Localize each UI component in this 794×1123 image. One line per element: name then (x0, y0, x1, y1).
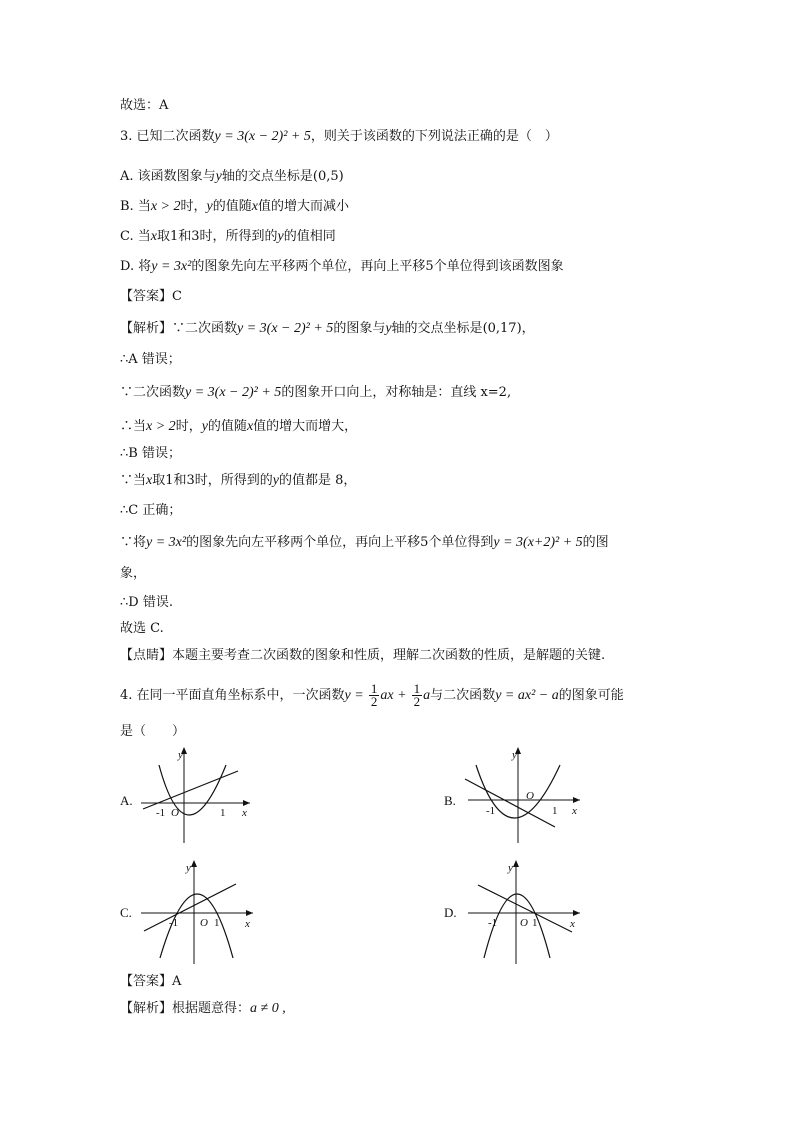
x-label: x (570, 918, 575, 930)
y-label: y (186, 862, 191, 874)
y-label: y (178, 749, 183, 761)
x-axis-arrow (246, 910, 253, 916)
y-label: y (512, 749, 517, 761)
option-4c-label: C. (120, 905, 132, 920)
answer-4: 【答案】A (120, 974, 182, 989)
explanation-3-line3: ∵二次函数y = 3(x − 2)² + 5的图象开口向上，对称轴是：直线 x=2, (120, 385, 512, 400)
graph-option-b (460, 745, 590, 845)
option-3a: A. 该函数图象与y轴的交点坐标是(0,5) (120, 169, 344, 184)
x-label: x (572, 805, 577, 817)
neg-one-label: -1 (488, 917, 498, 929)
explanation-4-line1: 【解析】根据题意得：a ≠ 0 , (120, 1001, 286, 1016)
x-axis-arrow (573, 910, 580, 916)
explanation-3-line9: 象， (120, 566, 147, 581)
y-axis-arrow (191, 860, 197, 867)
x-axis-arrow (243, 800, 250, 806)
explanation-3-line10: ∴D 错误. (120, 595, 173, 610)
one-label: 1 (532, 917, 538, 929)
prev-answer-line: 故选：A (120, 98, 169, 113)
option-4b-label: B. (444, 793, 456, 808)
explanation-3-line5: ∴B 错误； (120, 446, 181, 461)
origin-label: O (520, 917, 528, 929)
graph-option-a (138, 745, 258, 845)
y-label: y (508, 862, 513, 874)
option-4a-label: A. (120, 793, 133, 808)
line (465, 779, 555, 827)
graph-option-d (460, 858, 590, 968)
explanation-3-line7: ∴C 正确； (120, 503, 182, 518)
one-label: 1 (214, 917, 220, 929)
neg-one-label: -1 (156, 807, 166, 819)
graph-option-c (138, 858, 258, 968)
origin-label: O (171, 807, 179, 819)
key-point-3: 【点睛】本题主要考查二次函数的图象和性质，理解二次函数的性质，是解题的关键. (120, 648, 606, 663)
option-4d-label: D. (444, 905, 457, 920)
fraction-half-2: $\frac{1}{2}$ (413, 681, 421, 709)
question-4: 4. 在同一平面直角坐标系中，一次函数y = $\frac{1}{2}$ ax + $\frac{1}{2}$ a与二次函数y = ax² − a的图象可能 (120, 681, 624, 709)
neg-one-label: -1 (486, 805, 496, 817)
one-label: 1 (552, 805, 558, 817)
parabola (159, 765, 226, 815)
x-axis-arrow (573, 797, 580, 803)
explanation-3-line1: 【解析】∵二次函数y = 3(x − 2)² + 5的图象与y轴的交点坐标是(0,17)， (120, 321, 535, 336)
y-axis-arrow (513, 860, 519, 867)
x-label: x (242, 807, 247, 819)
answer-3: 【答案】C (120, 289, 182, 304)
origin-label: O (526, 790, 534, 802)
explanation-3-line2: ∴A 错误； (120, 352, 181, 367)
option-3d: D. 将y = 3x²的图象先向左平移两个单位，再向上平移5个单位得到该函数图象 (120, 259, 564, 274)
one-label: 1 (220, 807, 226, 819)
x-label: x (245, 918, 250, 930)
fraction-half-1: $\frac{1}{2}$ (370, 681, 378, 709)
question-4-cont: 是（ ） (120, 724, 186, 739)
option-3b: B. 当x > 2时，y的值随x值的增大而减小 (120, 199, 349, 214)
explanation-3-line11: 故选 C. (120, 621, 164, 636)
option-3c: C. 当x取1和3时，所得到的y的值相同 (120, 229, 336, 244)
neg-one-label: -1 (169, 917, 179, 929)
origin-label: O (200, 917, 208, 929)
explanation-3-line8: ∵将y = 3x²的图象先向左平移两个单位，再向上平移5个单位得到y = 3(x+2)² + 5的图 (120, 535, 609, 550)
explanation-3-line6: ∵当x取1和3时，所得到的y的值都是 8， (120, 473, 357, 488)
explanation-3-line4: ∴当x > 2时，y的值随x值的增大而增大， (120, 419, 358, 434)
question-3: 3. 已知二次函数y = 3(x − 2)² + 5，则关于该函数的下列说法正确的是（ ） (120, 129, 558, 144)
